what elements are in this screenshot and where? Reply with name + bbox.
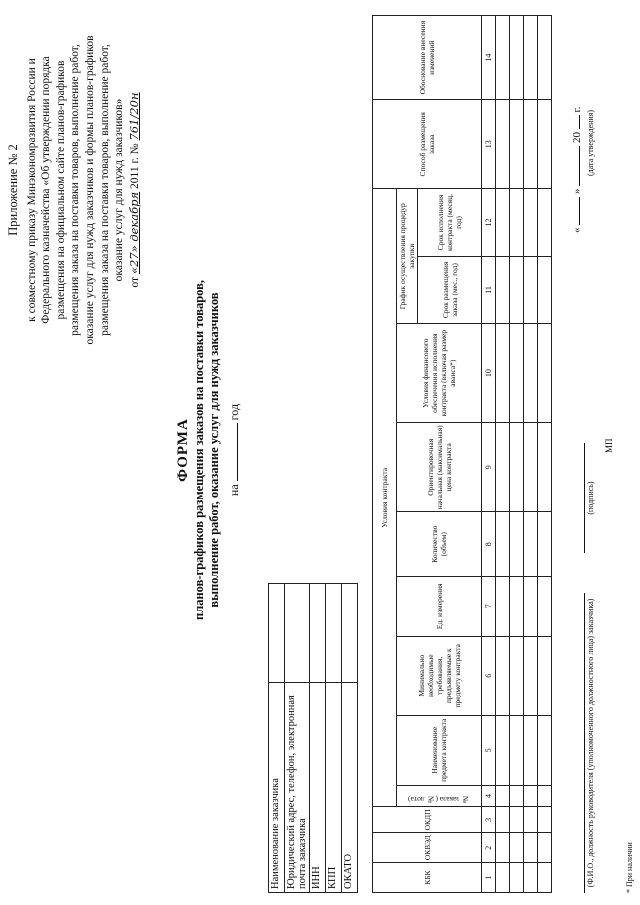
info-value: [285, 584, 310, 683]
col-number: 2: [482, 833, 496, 863]
year-blank: [226, 423, 238, 481]
col-unit: Ед. измерения: [397, 577, 482, 637]
info-value: [326, 584, 342, 683]
col-price: Ориентировочная начальная (максимальная) цена контракта: [397, 423, 482, 512]
info-row: [269, 584, 285, 893]
info-label: ОКАТО: [342, 683, 358, 893]
date-close-quote: »: [571, 188, 583, 194]
appendix-line: размещения на официальном сайте планов-графиков: [54, 60, 67, 320]
table-row: [538, 16, 552, 893]
day-blank: [568, 197, 580, 225]
col-number: 6: [482, 636, 496, 715]
col-number: 14: [482, 16, 496, 100]
appendix-line: размещения заказа на поставки товаров, выполнение работ,: [69, 44, 82, 336]
info-row: [310, 584, 326, 893]
schedule-table: [372, 15, 552, 893]
form-title-block: [175, 255, 242, 645]
info-value: [310, 584, 326, 683]
year-suffix: год: [227, 403, 241, 421]
info-label: Наименование заказчика: [269, 683, 285, 893]
handwritten-date: «27» декабря: [126, 191, 141, 275]
col-kbk: КБК: [373, 863, 482, 893]
date-suffix: г.: [571, 106, 583, 113]
appendix-line: оказание услуг для нужд заказчиков»: [113, 98, 126, 282]
appendix-line: оказание услуг для нужд заказчиков и формы планов-графиков: [83, 35, 96, 345]
customer-info-table: [268, 583, 358, 893]
info-label: ИНН: [310, 683, 326, 893]
lot-number-label: № заказа (№ лота): [407, 795, 471, 805]
footnote: * При наличии: [625, 842, 634, 893]
info-value: [342, 584, 358, 683]
date-caption: (дата утверждения): [586, 109, 595, 177]
table-row: [524, 16, 538, 893]
sign-line: [584, 443, 585, 553]
col-number: 12: [482, 189, 496, 256]
col-finance: Условия финансового обеспечения исполнения контракта (включая размер аванса*): [397, 324, 482, 423]
col-number: 8: [482, 512, 496, 577]
date-prefix: от: [128, 276, 141, 288]
date-open-quote: «: [571, 227, 583, 233]
col-conditions: Условия контракта: [373, 189, 397, 807]
col-okdp: ОКДП: [373, 807, 482, 833]
col-number: 3: [482, 807, 496, 833]
form-year-line: [226, 255, 242, 645]
info-row: [285, 584, 310, 893]
sign-caption: (подпись): [586, 481, 595, 515]
col-number: 10: [482, 324, 496, 423]
appendix-line: к совместному приказу Минэкономразвития России и: [25, 58, 38, 322]
col-grounds: Обоснование внесения изменений: [373, 16, 482, 100]
date-year: 2011 г. №: [128, 143, 141, 189]
info-row: [342, 584, 358, 893]
table-row: [496, 16, 510, 893]
info-label: Юридический адрес, телефон, электронная почта заказчика: [285, 683, 310, 893]
date-year: 20: [571, 132, 583, 143]
info-row: [326, 584, 342, 893]
info-value: [269, 584, 285, 683]
handwritten-number: 761/20н: [126, 92, 141, 141]
col-number: 5: [482, 715, 496, 785]
col-lot-number: [397, 785, 482, 807]
person-caption: (Ф.И.О., должность руководителя (уполномоченного должностного лица) заказчика): [586, 598, 595, 888]
info-label: КПП: [326, 683, 342, 893]
col-schedule: График осуществления процедур закупки: [397, 189, 418, 324]
col-number: 11: [482, 256, 496, 323]
appendix-line: Федерального казначейства «Об утверждении порядка: [40, 56, 53, 324]
col-placement-term: Срок размещения заказа (мес., год): [418, 256, 482, 323]
col-number: 9: [482, 423, 496, 512]
month-blank: [568, 146, 580, 186]
col-method: Способ размещения заказа: [373, 100, 482, 189]
appendix-block: [6, 10, 142, 370]
form-subtitle-line2: выполнение работ, оказание услуг для нужд заказчиков: [207, 292, 221, 608]
col-number: 7: [482, 577, 496, 637]
col-number: 4: [482, 785, 496, 807]
approval-date: [568, 73, 583, 233]
col-number: 13: [482, 100, 496, 189]
col-number: 1: [482, 863, 496, 893]
appendix-title: Приложение № 2: [6, 144, 20, 236]
table-row: [510, 16, 524, 893]
year-blank: [568, 115, 580, 129]
stamp-label: МП: [604, 438, 614, 453]
col-okved: ОКВЭД: [373, 833, 482, 863]
form-title: ФОРМА: [175, 418, 191, 482]
appendix-date-line: [127, 92, 143, 287]
col-quantity: Количество (объем): [397, 512, 482, 577]
column-numbers-row: [482, 16, 496, 893]
year-prefix: на: [227, 484, 241, 497]
col-subject: Наименование предмета контракта: [397, 715, 482, 785]
form-subtitle-line1: планов-графиков размещения заказов на поставки товаров,: [192, 280, 206, 620]
col-min-requirements: Минимально необходимые требования, предъявляемые к предмету контракта: [397, 636, 482, 715]
person-line: [584, 593, 585, 893]
appendix-line: размещения заказа на поставки товаров, выполнение работ,: [98, 44, 111, 336]
col-execution-term: Срок исполнения контракта (месяц, год): [418, 189, 482, 256]
